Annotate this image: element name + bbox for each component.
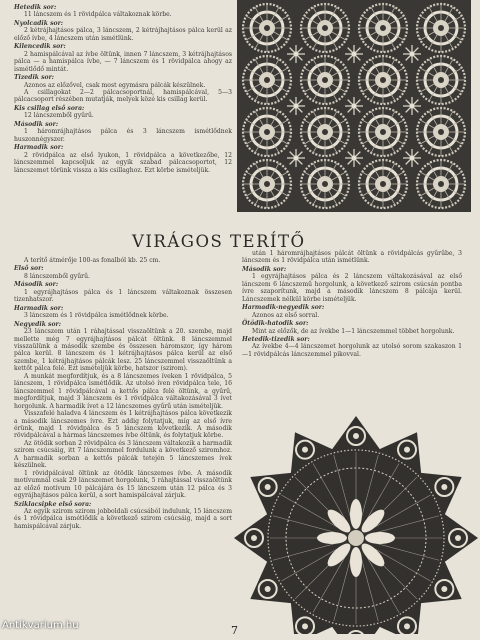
- square-doily-image: [237, 0, 471, 212]
- flower-petal: [317, 532, 347, 544]
- lace-star: [345, 45, 363, 63]
- pattern-instructions-right: [242, 250, 462, 358]
- instruction-paragraph: 8 láncszemből gyűrű.: [24, 272, 90, 280]
- instruction-paragraph: Azonos az előzővel, csak most egymásra pálcák készülnek.: [24, 81, 206, 89]
- lace-star: [403, 97, 421, 115]
- section-heading: Tizedik sor:: [14, 74, 55, 82]
- section-heading: Kis csillag első sora:: [14, 104, 85, 112]
- flower-center: [348, 530, 364, 546]
- instruction-paragraph: 11 láncszem és 1 rövidpálca váltakoznak körbe.: [24, 11, 172, 19]
- page-number: 7: [231, 624, 238, 637]
- section-heading: Második sor:: [14, 120, 59, 128]
- pattern-instructions-top: [14, 3, 232, 174]
- lace-star: [287, 97, 305, 115]
- lace-star: [345, 97, 363, 115]
- lace-star: [403, 149, 421, 167]
- section-heading: Kilencedik sor:: [14, 43, 66, 51]
- instruction-paragraph: 12 láncszemből gyűrű.: [24, 112, 94, 120]
- section-heading: Harmadik-negyedik sor:: [242, 304, 325, 312]
- section-heading: Harmadik sor:: [14, 144, 64, 152]
- instruction-paragraph: Mint az előzők, de az ívekbe 1—1 láncszemmel többet horgolunk.: [252, 327, 455, 335]
- lace-star: [403, 45, 421, 63]
- instruction-paragraph: 2 rövidpálca az első lyukon, 1 rövidpálca a következőbe, 12 láncszemmel kapcsoljuk az egyik szabad pálcacsoportot, 12 láncszemet törünk vissza a kis csillaghoz. Ezt körbe ismételjük.: [14, 151, 232, 174]
- instruction-paragraph: Az ötödik sorban 2 rövidpálca és 3 láncszem váltakozik a harmadik szirom csúcsáig, itt 7 láncszemmel fordulunk a következő sziromhoz. A harmadik sorban a kettős pálcák tetején 5 láncszemes ívek készülnek.: [14, 439, 232, 470]
- section-heading: Negyedik sor:: [14, 320, 62, 328]
- flower-petal: [350, 499, 362, 529]
- instruction-paragraph: 1 rövidpálcával öltünk az ötödik láncszemes ívbe. A második motívumnál csak 29 láncszemet horgolunk, 5 ráhajtással visszaöltünk az előző motívum 10 pálcájára és 15 láncszem után 12 pálca és 3 egyrájhajtásos pálca kerül, a sort hamispálcával zárjuk.: [14, 469, 232, 500]
- section-heading: Ötödik-hatodik sor:: [242, 320, 309, 328]
- instruction-paragraph: 2 kétrájhajtásos pálca, 3 láncszem, 2 kétrájhajtásos pálca kerül az előző ívbe, 4 láncszem után ismétlünk.: [14, 27, 232, 42]
- section-heading: Második sor:: [242, 265, 287, 273]
- lace-star: [287, 149, 305, 167]
- flower-petal: [350, 547, 362, 577]
- square-lace-doily-photo: [237, 0, 471, 212]
- lace-star: [287, 45, 305, 63]
- lace-star: [345, 149, 363, 167]
- instruction-paragraph: A munkát megfordítjuk, és a 8 láncszemes íveken 1 rövidpálca, 5 láncszem, 1 rövidpálca ismétlődik. Az utolsó íven rövidpálca tele, 16 láncszemmel 1 rövidpálcával a kettős pálca felé öltünk, a gyűrű, megfordítjuk, majd 3 láncszem és 1 rövidpálca váltakozásával 3 ívet horgolunk. A harmadik ívet a 12 láncszemes gyűrű után ismételjük.: [14, 372, 232, 410]
- instruction-paragraph: Visszafelé haladva 4 láncszem és 1 kétrájhajtásos pálca következik a második láncszemes ívre. Ezt addig folytatjuk, míg az első ívre érünk, majd 1 rövidpálca és 5 láncszem következik. A második rövidpálcával a hármas láncszemes ívbe öltünk, és folytatjuk körbe.: [14, 410, 232, 440]
- instruction-paragraph: után 1 háromrájhajtásos pálcát öltünk a rövidpálcás gyűrűbe, 3 láncszem és 1 rövidpálca után ismétlünk.: [242, 250, 462, 265]
- instruction-paragraph: A csillagokat 2—2 pálcacsoportnál, hamispálcával, 5—3 pálcacsoport részében mutatják, melyek közé kis csillag kerül.: [14, 88, 232, 104]
- round-flower-doily-photo: [232, 412, 480, 634]
- section-heading: Harmadik sor:: [14, 304, 64, 312]
- instruction-paragraph: Az egyik szirom szirom jobboldali csúcsából indulunk, 15 láncszem és 1 rövidpálca ismétlődik a következő szirom csúcsáig, majd a sort hamispálcával zárjuk.: [14, 507, 232, 530]
- instruction-paragraph: Az ívekbe 4—4 láncszemet horgolunk az utolsó sorom szakaszon 1—1 rövidpálcás láncszemmel pikovval.: [242, 343, 462, 358]
- section-heading: Sziklacsipke első sora:: [14, 500, 92, 508]
- pattern-instructions-main: [14, 257, 232, 530]
- flower-petal: [365, 532, 395, 544]
- article-title: VIRÁGOS TERÍTŐ: [132, 232, 306, 251]
- instruction-paragraph: 3 láncszem és 1 rövidpálca ismétlődnek körbe.: [24, 312, 169, 320]
- instruction-paragraph: A terítő átmérője 100-as fonalból kb. 25 cm.: [24, 257, 161, 264]
- section-heading: Hetedik sor:: [14, 4, 57, 11]
- section-heading: Hetedik-tizedik sor:: [242, 335, 310, 343]
- instruction-paragraph: Azonos az első sorral.: [252, 311, 320, 319]
- instruction-paragraph: 1 háromrájhajtásos pálca és 3 láncszem ismétlődnek huszonnégyszer.: [14, 128, 232, 143]
- instruction-paragraph: 2 hamispálcával az ívbe öltünk, innen 7 láncszem, 3 kétrájhajtásos pálca — a hamispálca ívbe, — 7 láncszem és 1 rövidpálca ahogy az ismétlődő mintát.: [14, 50, 232, 73]
- instruction-paragraph: 1 egyrájhajtásos pálca és 1 láncszem váltakoznak összesen tizenhatszor.: [14, 288, 232, 304]
- round-doily-image: [232, 412, 480, 634]
- section-heading: Második sor:: [14, 281, 59, 289]
- watermark: Antikvarium.hu: [2, 620, 79, 631]
- section-heading: Nyolcadik sor:: [14, 19, 64, 27]
- instruction-paragraph: 23 láncszem után 1 ráhajtással visszaöltünk a 20. szembe, majd mellette még 7 egyrájhajtásos pálcát öltünk. 8 láncszemmel visszaülünk a második szembe és összesen háromszor, így három pálca kerül. 8 láncszem és 1 kétrájhajtásos pálca kerül az első szembe, 1 kétrájhajtásos pálcák lesz. 25 láncszemmel visszaöltünk a kettőt pálca felé. Ezt ismételjük körbe, hatszor (szirom).: [14, 328, 232, 373]
- instruction-paragraph: 1 egyrájhajtásos pálca és 2 láncszem váltakozásával az első láncszem 6 láncszemű horgolunk, a következő szirom csúcsán pontba ívre szaporítunk, majd a második láncszem 8 pálcája kerül. Láncszemek nélkül körbe ismételjük.: [242, 273, 462, 303]
- section-heading: Első sor:: [14, 265, 44, 273]
